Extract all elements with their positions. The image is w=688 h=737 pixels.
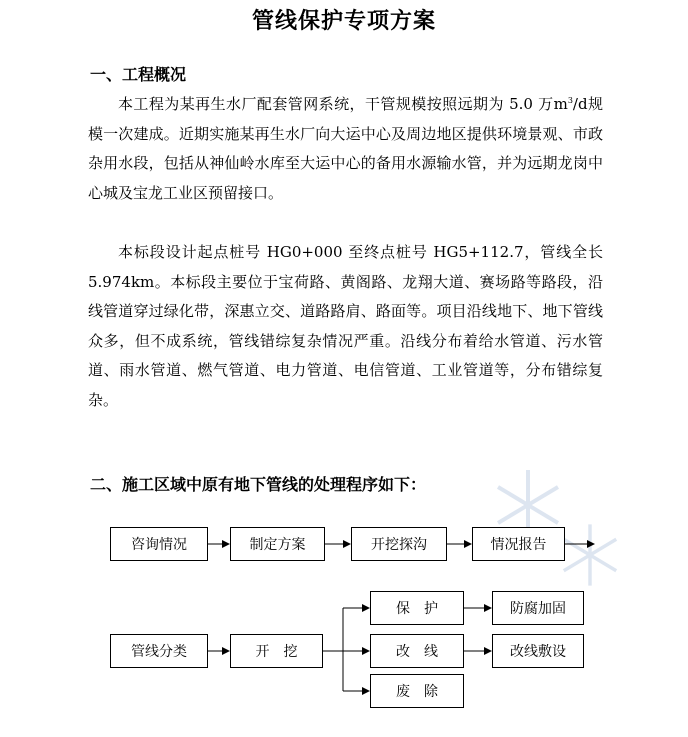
- flow-step-consult: 咨询情况: [110, 527, 208, 561]
- flow-result-anticorrosion: 防腐加固: [492, 591, 584, 625]
- paragraph-1-text-b: /d规模一次建成。近期实施某再生水厂向大运中心及周边地区提供环境景观、市政杂用水段，包括从神仙岭水库至大运中心的备用水源输水管，并为远期龙岗中心城及宝龙工业区预留接口。: [88, 95, 603, 202]
- section-heading-1: 一、工程概况: [90, 65, 187, 84]
- flow-step-classify: 管线分类: [110, 634, 208, 668]
- flow-step-trench: 开挖探沟: [351, 527, 447, 561]
- flow-step-plan: 制定方案: [230, 527, 325, 561]
- page-title: 管线保护专项方案: [251, 8, 436, 34]
- section-heading-2: 二、施工区域中原有地下管线的处理程序如下：: [90, 475, 427, 494]
- flow-step-dig: 开 挖: [230, 634, 323, 668]
- paragraph-2: 本标段设计起点桩号 HG0+000 至终点桩号 HG5+112.7，管线全长 5.974km。本标段主要位于宝荷路、黄阁路、龙翔大道、赛场路等路段，沿线管道穿过绿化带，深惠立交、道路路肩、路面等。项目沿线地下、地下管线众多，但不成系统，管线错综复杂情况严重。沿线分布着给水管道、污水管道、雨水管道、燃气管道、电力管道、电信管道、工业管道等，分布错综复杂。: [88, 243, 603, 409]
- flow-branch-reroute: 改 线: [370, 634, 464, 668]
- flow-branch-abandon: 废 除: [370, 674, 464, 708]
- flow-step-report: 情况报告: [472, 527, 565, 561]
- flow-result-relay: 改线敷设: [492, 634, 584, 668]
- flow-branch-protect: 保 护: [370, 591, 464, 625]
- superscript: 3: [567, 96, 573, 105]
- paragraph-1-text-a: 本工程为某再生水厂配套管网系统，干管规模按照远期为 5.0 万m: [118, 95, 568, 113]
